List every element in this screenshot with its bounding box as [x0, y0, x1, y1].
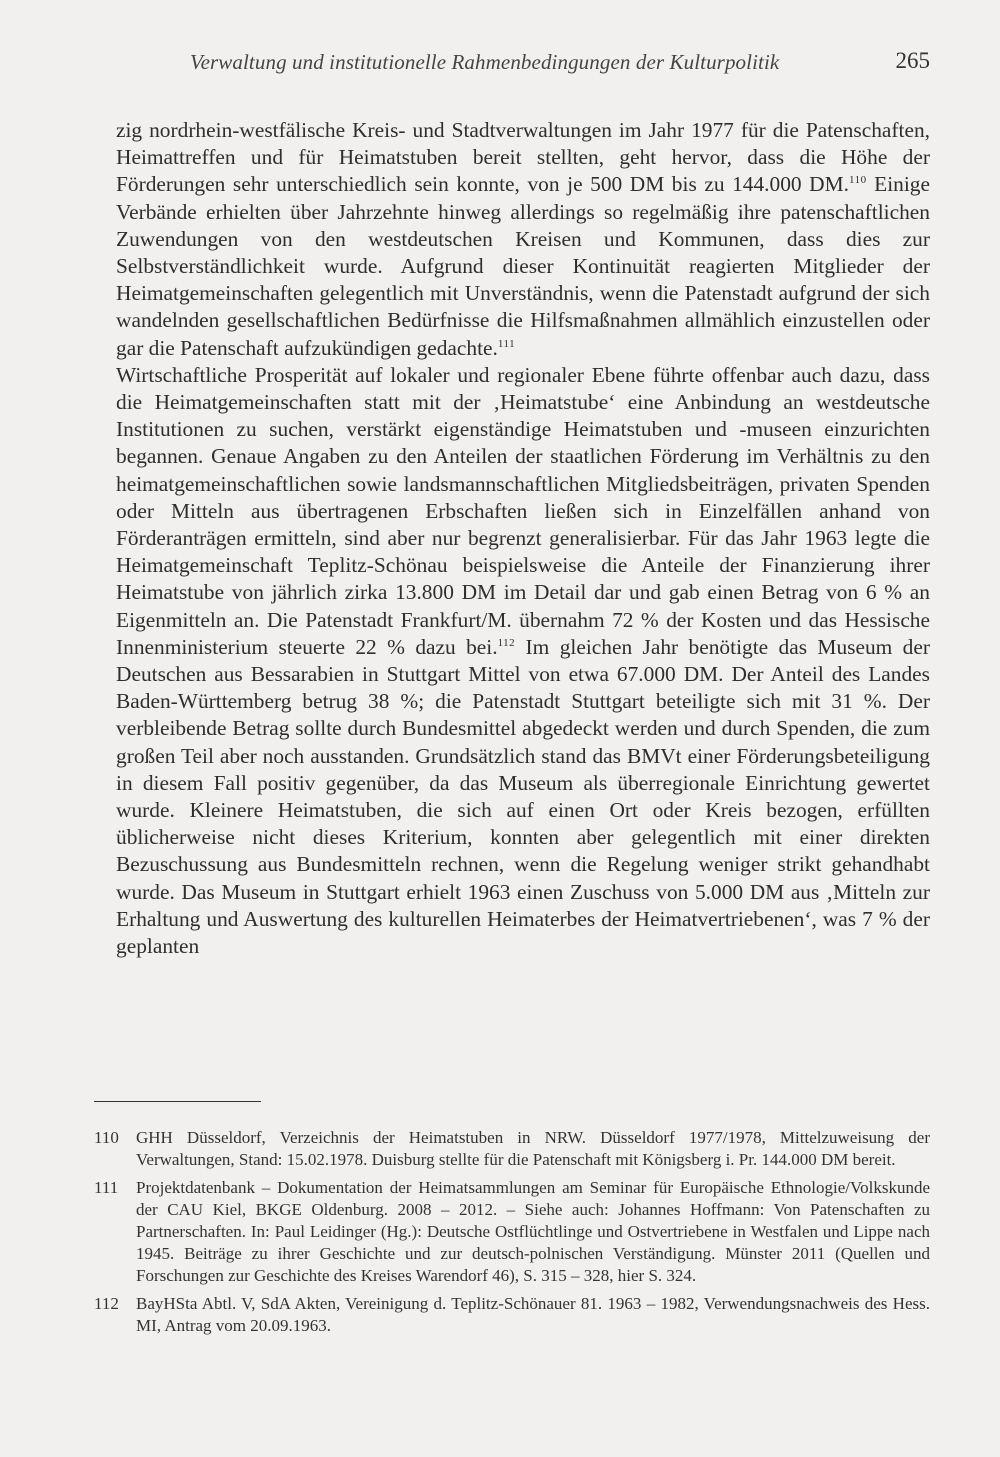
- paragraph-2-text-b: Im gleichen Jahr benötigte das Museum der Deutschen aus Bessarabien in Stuttgart Mittel von etwa 67.000 DM. Der Anteil des Landes Baden-Württemberg betrug 38 %; die Patenstadt Stuttgart beteiligte sich mit 31 %. Der verbleibende Betrag sollte durch Bundesmittel abgedeckt werden und durch Spenden, die zum großen Teil aber noch ausstanden. Grundsätzlich stand das BMVt einer Förderungsbeteiligung in diesem Fall positiv gegenüber, da das Museum als überregionale Einrichtung gewertet wurde. Kleinere Heimatstuben, die sich auf einen Ort oder Kreis bezogen, erfüllten üblicherweise nicht dieses Kriterium, konnten aber gelegentlich mit einer direkten Bezuschussung aus Bundesmitteln rechnen, wenn die Regelung weniger strikt gehandhabt wurde. Das Museum in Stuttgart erhielt 1963 einen Zuschuss von 5.000 DM aus ‚Mitteln zur Erhaltung und Auswertung des kulturellen Heimaterbes der Heimatvertriebenen‘, was 7 % der geplanten: [116, 634, 930, 959]
- footnote-111: [94, 1177, 930, 1287]
- footnote-text: GHH Düsseldorf, Verzeichnis der Heimatstuben in NRW. Düsseldorf 1977/1978, Mittelzuweisung der Verwaltungen, Stand: 15.02.1978. Duisburg stellte für die Patenschaft mit Königsberg i. Pr. 144.000 DM bereit.: [136, 1128, 930, 1169]
- page-number: 265: [895, 48, 930, 73]
- footnote-reference-110: 110: [849, 174, 867, 187]
- footnotes: [94, 1127, 930, 1343]
- footnote-reference-111: 111: [497, 337, 516, 350]
- footnote-number: 110: [94, 1128, 119, 1147]
- running-title: Verwaltung und institutionelle Rahmenbedingungen der Kulturpolitik: [190, 50, 780, 74]
- footnote-text: BayHSta Abtl. V, SdA Akten, Vereinigung d. Teplitz-Schönauer 81. 1963 – 1982, Verwendungsnachweis des Hess. MI, Antrag vom 20.09.1963.: [136, 1294, 930, 1335]
- paragraph-1-text-b: Einige Verbände erhielten über Jahrzehnte hinweg allerdings so regelmäßig ihre patenschaftlichen Zuwendungen von den westdeutschen Kreisen und Kommunen, dass dies zur Selbstverständlichkeit wurde. Aufgrund dieser Kontinuität reagierten Mitglieder der Heimatgemeinschaften gelegentlich mit Unverständnis, wenn die Patenstadt aufgrund der sich wandelnden gesellschaftlichen Bedürfnisse die Hilfsmaßnahmen allmählich einzustellen oder gar die Patenschaft aufzukündigen gedachte.: [116, 172, 930, 360]
- running-head: [190, 50, 930, 82]
- paragraph-1: [116, 117, 930, 362]
- footnote-number: 111: [94, 1178, 119, 1197]
- footnote-reference-112: 112: [497, 636, 516, 649]
- body-text: [116, 117, 930, 960]
- footnote-separator: [94, 1101, 261, 1102]
- paragraph-1-text-a: zig nordrhein-westfälische Kreis- und Stadtverwaltungen im Jahr 1977 für die Patenschaften, Heimattreffen und für Heimatstuben bereit stellten, geht hervor, dass die Höhe der Förderungen sehr unterschiedlich sein konnte, von je 500 DM bis zu 144.000 DM.: [116, 118, 930, 197]
- footnote-112: [94, 1293, 930, 1337]
- paragraph-2-text-a: Wirtschaftliche Prosperität auf lokaler und regionaler Ebene führte offenbar auch dazu, dass die Heimatgemeinschaften statt mit der ‚Heimatstube‘ eine Anbindung an westdeutsche Institutionen zu suchen, verstärkt eigenständige Heimatstuben und -museen einzurichten begannen. Genaue Angaben zu den Anteilen der staatlichen Förderung im Verhältnis zu den heimatgemeinschaftlichen sowie landsmannschaftlichen Mitgliedsbeiträgen, privaten Spenden oder Mitteln aus übertragenen Erbschaften ließen sich in Einzelfällen anhand von Förderanträgen ermitteln, sind aber nur begrenzt generalisierbar. Für das Jahr 1963 legte die Heimatgemeinschaft Teplitz-Schönau beispielsweise die Anteile der Finanzierung ihrer Heimatstube von jährlich zirka 13.800 DM im Detail dar und gab einen Betrag von 6 % an Eigenmitteln an. Die Patenstadt Frankfurt/M. übernahm 72 % der Kosten und das Hessische Innenministerium steuerte 22 % dazu bei.: [116, 362, 930, 659]
- paragraph-2: [116, 362, 930, 960]
- footnote-text: Projektdatenbank – Dokumentation der Heimatsammlungen am Seminar für Europäische Ethnologie/Volkskunde der CAU Kiel, BKGE Oldenburg. 2008 – 2012. – Siehe auch: Johannes Hoffmann: Von Patenschaften zu Partnerschaften. In: Paul Leidinger (Hg.): Deutsche Ostflüchtlinge und Ostvertriebene in Westfalen und Lippe nach 1945. Beiträge zu ihrer Geschichte und zur deutsch-polnischen Verständigung. Münster 2011 (Quellen und Forschungen zur Geschichte des Kreises Warendorf 46), S. 315 – 328, hier S. 324.: [136, 1178, 930, 1285]
- footnote-110: [94, 1127, 930, 1171]
- footnote-number: 112: [94, 1294, 119, 1313]
